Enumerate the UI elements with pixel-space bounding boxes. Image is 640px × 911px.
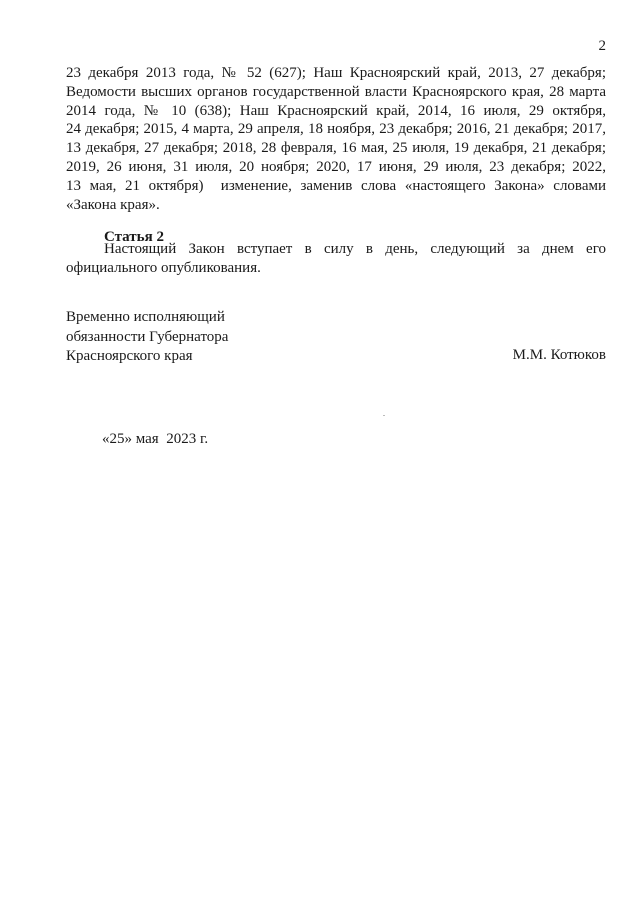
paragraph-line: Ведомости высших органов государственной власти Красноярского края, 28 марта (66, 83, 606, 100)
article-text (66, 240, 606, 278)
page-number: 2 (598, 38, 606, 54)
signatory-name: М.М. Котюков (512, 347, 606, 363)
paragraph-line: 24 декабря; 2015, 4 марта, 29 апреля, 18 ноября, 23 декабря; 2016, 21 декабря; 2017, (66, 121, 606, 138)
paragraph-line: 2014 года, № 10 (638); Наш Красноярский край, 2014, 16 июля, 29 октября, (66, 102, 606, 119)
paragraph-line: 13 мая, 21 октября) изменение, заменив слова «настоящего Закона» словами (66, 177, 606, 194)
article-text-line: Настоящий Закон вступает в силу в день, следующий за днем его (104, 241, 606, 257)
article-text-line: официального опубликования. (66, 260, 261, 276)
paragraph-line: 2019, 26 июня, 31 июля, 20 ноября; 2020, 17 июня, 29 июля, 23 декабря; 2022, (66, 158, 606, 175)
position-line: Красноярского края (66, 348, 193, 364)
signatory-position (66, 308, 228, 367)
continuation-paragraph (66, 64, 606, 214)
article-title: Статья 2 (104, 229, 164, 245)
paragraph-line: 13 декабря, 27 декабря; 2018, 28 февраля, 16 мая, 25 июля, 19 декабря, 21 декабря; (66, 140, 606, 157)
position-line: Временно исполняющий (66, 309, 225, 325)
signing-date: «25» мая 2023 г. (102, 431, 209, 447)
position-line: обязанности Губернатора (66, 328, 229, 345)
scan-speck (383, 415, 385, 416)
paragraph-line: «Закона края». (66, 196, 160, 213)
paragraph-line: 23 декабря 2013 года, № 52 (627); Наш Красноярский край, 2013, 27 декабря; (66, 65, 606, 81)
